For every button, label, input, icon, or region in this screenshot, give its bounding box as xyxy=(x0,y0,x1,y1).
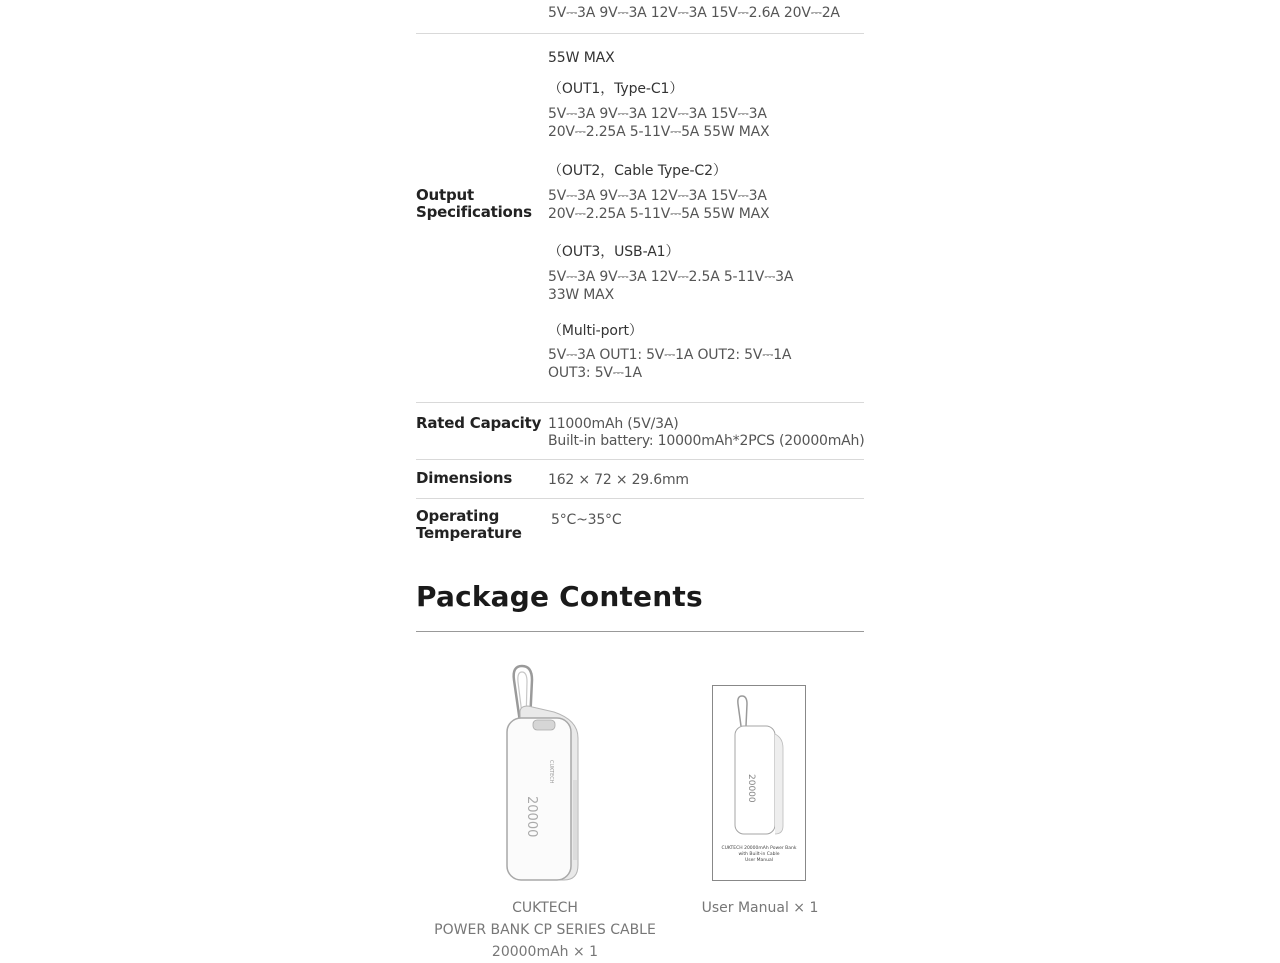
svg-text:20000: 20000 xyxy=(746,774,756,803)
capacity-label: Rated Capacity xyxy=(416,414,542,432)
manual-cover-line: User Manual xyxy=(744,858,774,863)
port-line: OUT3: 5V⎓1A xyxy=(548,365,642,381)
caption-line: User Manual × 1 xyxy=(701,900,819,916)
power-bank-caption xyxy=(420,897,670,963)
user-manual-caption xyxy=(680,897,840,919)
caption-line: POWER BANK CP SERIES CABLE xyxy=(434,922,656,938)
section-rule xyxy=(416,631,864,632)
device-capacity-text: 20000 xyxy=(524,796,539,838)
capacity-line: 11000mAh (5V/3A) xyxy=(548,416,679,432)
port-line: 33W MAX xyxy=(548,287,614,303)
divider xyxy=(416,498,864,499)
dimensions-label: Dimensions xyxy=(416,469,513,487)
divider xyxy=(416,459,864,460)
package-contents-title: Package Contents xyxy=(416,580,703,613)
manual-cover-line: CUKTECH 20000mAh Power Bank xyxy=(721,846,797,851)
power-bank-image xyxy=(490,660,600,890)
port-title: （Multi-port） xyxy=(548,323,643,339)
user-manual-image xyxy=(712,685,806,881)
port-title: （OUT2，Cable Type-C2） xyxy=(548,163,727,179)
temperature-value: 5°C~35°C xyxy=(551,512,622,528)
caption-line: CUKTECH xyxy=(512,900,578,916)
divider xyxy=(416,33,864,34)
dimensions-value: 162 × 72 × 29.6mm xyxy=(548,472,689,488)
port-line: 5V⎓3A 9V⎓3A 12V⎓2.5A 5-11V⎓3A xyxy=(548,269,794,285)
port-line: 20V⎓2.25A 5-11V⎓5A 55W MAX xyxy=(548,206,770,222)
port-line: 20V⎓2.25A 5-11V⎓5A 55W MAX xyxy=(548,124,770,140)
port-line: 5V⎓3A 9V⎓3A 12V⎓3A 15V⎓3A xyxy=(548,106,767,122)
output-max: 55W MAX xyxy=(548,50,615,66)
port-line: 5V⎓3A 9V⎓3A 12V⎓3A 15V⎓3A xyxy=(548,188,767,204)
port-line: 5V⎓3A OUT1: 5V⎓1A OUT2: 5V⎓1A xyxy=(548,347,792,363)
manual-cover-line: with Built-in Cable xyxy=(738,852,780,857)
caption-line: 20000mAh × 1 xyxy=(491,944,599,960)
input-spec-value: 5V⎓3A 9V⎓3A 12V⎓3A 15V⎓2.6A 20V⎓2A xyxy=(548,5,840,21)
output-spec-label: Output Specifications xyxy=(416,186,532,221)
port-title: （OUT3，USB-A1） xyxy=(548,244,680,260)
divider xyxy=(416,402,864,403)
port-title: （OUT1，Type-C1） xyxy=(548,81,684,97)
capacity-line: Built-in battery: 10000mAh*2PCS (20000mAh) xyxy=(548,433,865,449)
svg-text:CUKTECH: CUKTECH xyxy=(548,760,554,784)
temperature-label: Operating Temperature xyxy=(416,507,522,542)
